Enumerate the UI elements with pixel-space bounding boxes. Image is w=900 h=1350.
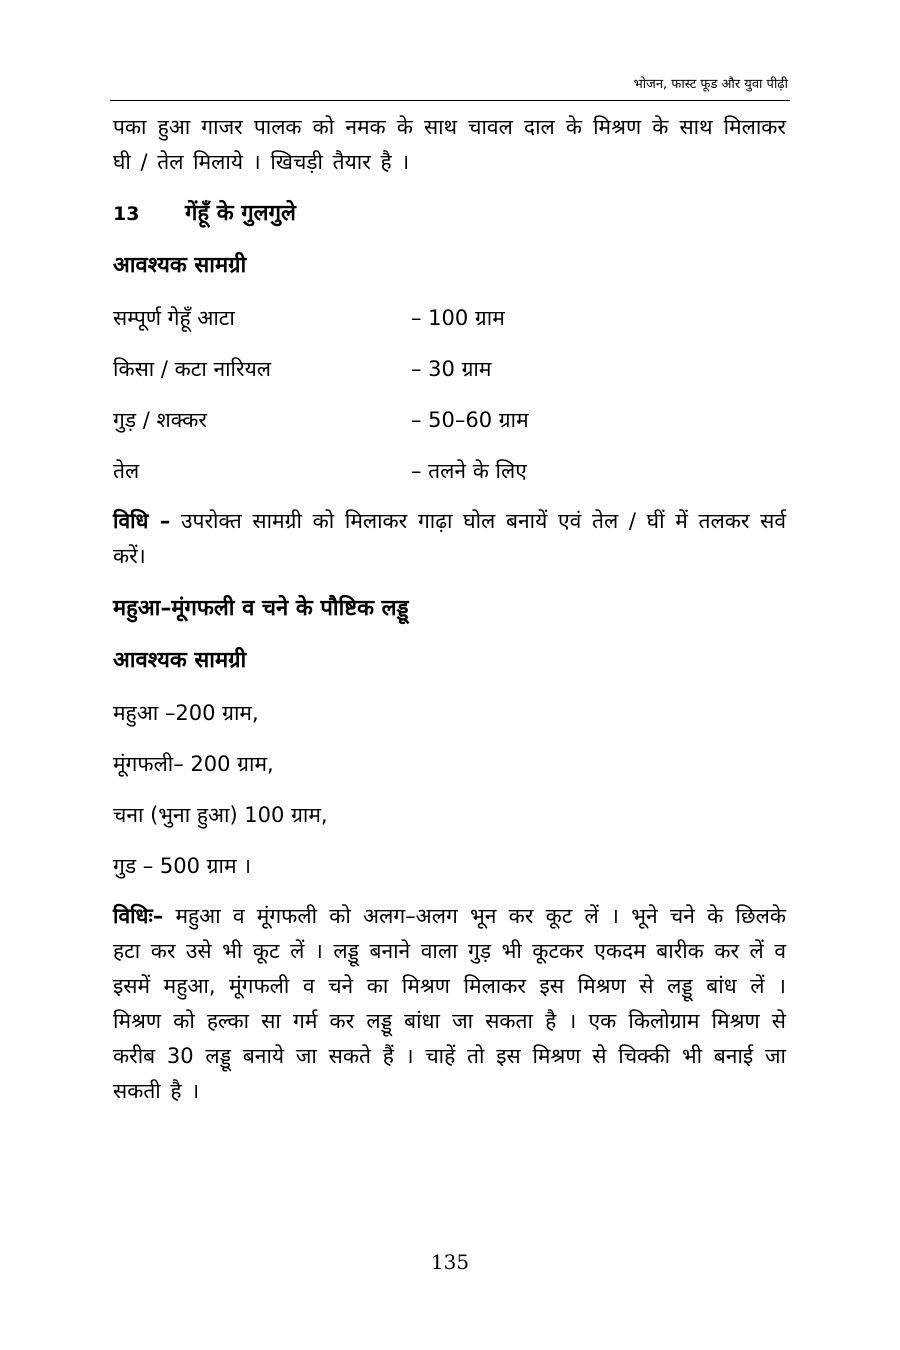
ingredient-line: गुड – 500 ग्राम ।	[113, 854, 252, 878]
ingredient-name: किसा / कटा नारियल	[113, 357, 271, 381]
page-content	[113, 110, 786, 1109]
ingredient-row	[113, 354, 786, 384]
ingredient-line: चना (भुना हुआ) 100 ग्राम,	[113, 803, 328, 827]
method-label: विधि –	[113, 509, 171, 533]
ingredient-row	[113, 303, 786, 333]
ingredient-name: गुड़ / शक्कर	[113, 408, 207, 432]
ingredient-name: तेल	[113, 459, 140, 483]
ingredient-qty: – 100 ग्राम	[411, 306, 505, 330]
page-number: 135	[430, 1250, 470, 1274]
ingredient-line: मूंगफली– 200 ग्राम,	[113, 752, 274, 776]
method-label: विधिः–	[113, 904, 164, 928]
recipe-number: 13	[113, 203, 140, 225]
method-paragraph	[113, 504, 786, 574]
header-rule	[110, 100, 790, 101]
ingredient-qty: – 30 ग्राम	[411, 357, 492, 381]
intro-paragraph: पका हुआ गाजर पालक को नमक के साथ चावल दाल के मिश्रण के साथ मिलाकर घी / तेल मिलाये । खिचड़ी तैयार है ।	[113, 115, 786, 174]
ingredients-heading: आवश्यक सामग्री	[113, 648, 247, 673]
ingredient-line: महुआ –200 ग्राम,	[113, 701, 259, 725]
recipe-title: महुआ–मूंगफली व चने के पौष्टिक लड्डू	[113, 596, 409, 621]
ingredient-qty: – 50–60 ग्राम	[411, 408, 529, 432]
ingredient-qty: – तलने के लिए	[411, 459, 527, 483]
recipe-title: गेंहूँ के गुलगुले	[185, 201, 296, 226]
ingredient-list	[113, 698, 786, 881]
ingredient-list	[113, 303, 786, 486]
method-paragraph	[113, 899, 786, 1109]
recipe-heading	[113, 199, 786, 229]
method-text: उपरोक्त सामग्री को मिलाकर गाढ़ा घोल बनायें एवं तेल / घीं में तलकर सर्व करें।	[113, 509, 786, 568]
method-text: महुआ व मूंगफली को अलग–अलग भून कर कूट लें । भूने चने के छिलके हटा कर उसे भी कूट लें । लड्डू बनाने वाला गुड़ भी कूटकर एकदम बारीक कर लें व इसमें महुआ, मूंगफली व चने का मिश्रण मिलाकर इस मिश्रण से लड्डू बांध लें । मिश्रण को हल्का सा गर्म कर लड्डू बांधा जा सकता है । एक किलोग्राम मिश्रण से करीब 30 लड्डू बनाये जा सकते हैं । चाहें तो इस मिश्रण से चिक्की भी बनाई जा सकती है ।	[113, 904, 786, 1103]
ingredient-row	[113, 405, 786, 435]
ingredient-name: सम्पूर्ण गेहूँ आटा	[113, 306, 235, 330]
ingredient-row	[113, 456, 786, 486]
ingredients-heading: आवश्यक सामग्री	[113, 253, 247, 278]
running-header: भोजन, फास्ट फूड और युवा पीढ़ी	[633, 77, 788, 92]
